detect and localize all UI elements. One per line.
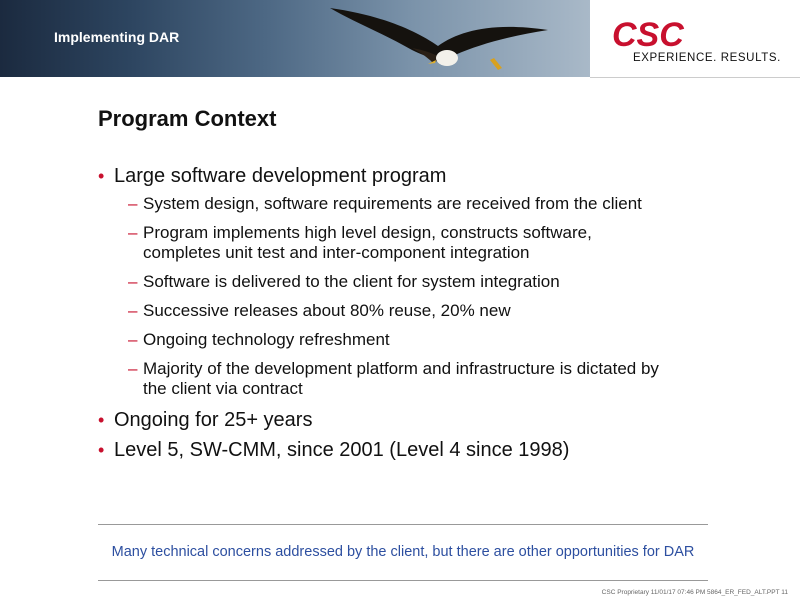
- dash-icon: –: [128, 194, 138, 213]
- banner-title: Implementing DAR: [54, 29, 180, 45]
- page-title: Program Context: [98, 106, 277, 131]
- svg-text:CSC: CSC: [612, 16, 684, 54]
- bullet-text: Large software development program: [114, 165, 447, 187]
- sub-bullet-item: [96, 330, 673, 350]
- sub-bullet-text: Program implements high level design, constructs software, completes unit test and inter-component integration: [143, 223, 592, 262]
- logo-tagline: EXPERIENCE. RESULTS.: [633, 52, 781, 64]
- bullet-text: Ongoing for 25+ years: [114, 409, 313, 431]
- bullet-icon: •: [98, 166, 105, 186]
- sub-bullet-item: [96, 194, 673, 214]
- bullet-icon: •: [98, 440, 105, 460]
- dash-icon: –: [128, 301, 138, 320]
- dash-icon: –: [128, 330, 138, 349]
- sub-bullet-list: [96, 194, 716, 399]
- csc-logo: [612, 16, 684, 54]
- sub-bullet-text: Software is delivered to the client for system integration: [143, 272, 560, 291]
- sub-bullet-text: Majority of the development platform and infrastructure is dictated by the client via contract: [143, 359, 659, 398]
- callout-text: Many technical concerns addressed by the client, but there are other opportunities for DAR: [111, 544, 695, 560]
- dash-icon: –: [128, 223, 138, 242]
- dash-icon: –: [128, 272, 138, 291]
- callout-box: [98, 524, 708, 581]
- eagle-icon: [320, 0, 560, 77]
- bullet-text: Level 5, SW-CMM, since 2001 (Level 4 since 1998): [114, 439, 570, 461]
- sub-bullet-text: Successive releases about 80% reuse, 20% new: [143, 301, 511, 320]
- banner-image: [0, 0, 590, 77]
- sub-bullet-item: [96, 223, 673, 263]
- bullet-item: [96, 408, 716, 432]
- dash-icon: –: [128, 359, 138, 378]
- bullet-list: [96, 164, 716, 468]
- sub-bullet-text: System design, software requirements are received from the client: [143, 194, 642, 213]
- sub-bullet-item: [96, 359, 673, 399]
- sub-bullet-item: [96, 272, 673, 292]
- bullet-icon: •: [98, 410, 105, 430]
- bullet-item: [96, 164, 716, 188]
- sub-bullet-text: Ongoing technology refreshment: [143, 330, 390, 349]
- footer-text: CSC Proprietary 11/01/17 07:46 PM 5864_ER_FED_ALT.PPT 11: [601, 589, 788, 596]
- header-banner: [0, 0, 800, 77]
- sub-bullet-item: [96, 301, 673, 321]
- bullet-item: [96, 438, 716, 462]
